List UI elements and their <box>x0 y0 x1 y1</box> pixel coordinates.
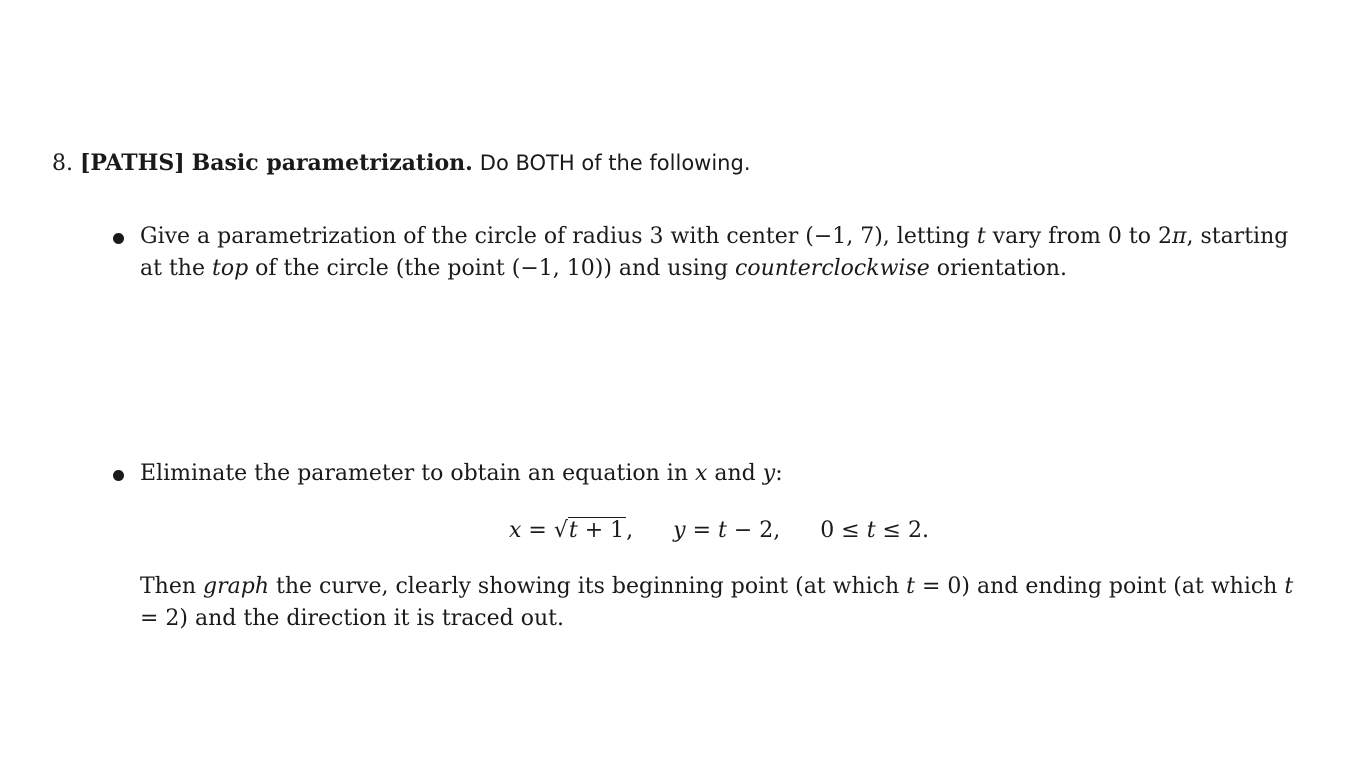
bullet-icon <box>113 470 124 481</box>
math-symbol: π <box>1171 224 1187 249</box>
bullet-item-eliminate-parameter <box>140 458 1298 631</box>
problem-instruction: Do BOTH of the following. <box>479 151 751 175</box>
math-variable: x <box>509 518 522 543</box>
math-variable: t <box>906 574 916 599</box>
problem-tag: [PATHS] <box>80 150 185 176</box>
bullet-icon <box>113 233 124 244</box>
equation-range <box>820 515 929 547</box>
problem-heading <box>52 146 751 181</box>
text-segment: of the circle (the point (−1, 10)) and using <box>248 256 736 281</box>
math-text: + 1 <box>577 518 625 543</box>
equation-y <box>673 515 780 547</box>
math-variable: y <box>673 518 686 543</box>
emphasis-text: graph <box>203 574 269 599</box>
text-segment: the curve, clearly showing its beginning point (at which <box>269 574 907 599</box>
square-root <box>554 515 626 547</box>
math-variable: t <box>866 518 876 543</box>
math-text: ≤ 2. <box>875 518 929 543</box>
bullet-item-parametrization <box>140 221 1298 285</box>
math-variable: t <box>1284 574 1294 599</box>
math-variable: t <box>568 518 578 543</box>
radicand <box>568 517 626 544</box>
math-text: , <box>626 518 634 543</box>
text-segment: and <box>707 461 763 486</box>
graph-instruction <box>140 571 1298 635</box>
problem-title: Basic parametrization. <box>191 150 473 176</box>
emphasis-text: top <box>211 256 249 281</box>
text-segment: orientation. <box>929 256 1067 281</box>
math-text: 0 ≤ <box>820 518 867 543</box>
text-segment: vary from 0 to 2 <box>985 224 1172 249</box>
text-segment: : <box>775 461 783 486</box>
text-segment: Give a parametrization of the circle of radius 3 with center (−1, 7), letting <box>140 224 977 249</box>
math-text: − 2, <box>726 518 781 543</box>
radical-sign: √ <box>553 518 568 543</box>
text-segment: = 2) and the direction it is traced out. <box>140 606 564 631</box>
math-variable: t <box>976 224 986 249</box>
emphasis-text: counterclockwise <box>735 256 930 281</box>
problem-number: 8. <box>52 151 73 176</box>
item1-text <box>140 224 1288 281</box>
math-variable: y <box>762 461 776 486</box>
text-segment: Eliminate the parameter to obtain an equation in <box>140 461 695 486</box>
text-segment: Then <box>140 574 204 599</box>
item2-text <box>140 461 783 486</box>
parametric-equation <box>140 515 1298 547</box>
math-variable: x <box>694 461 708 486</box>
text-segment: = 0) and ending point (at which <box>915 574 1285 599</box>
text-segment: , starting at the <box>140 224 1289 281</box>
math-variable: t <box>718 518 727 543</box>
math-operator: = <box>685 518 719 543</box>
math-operator: = <box>521 518 554 543</box>
equation-x <box>509 515 633 547</box>
